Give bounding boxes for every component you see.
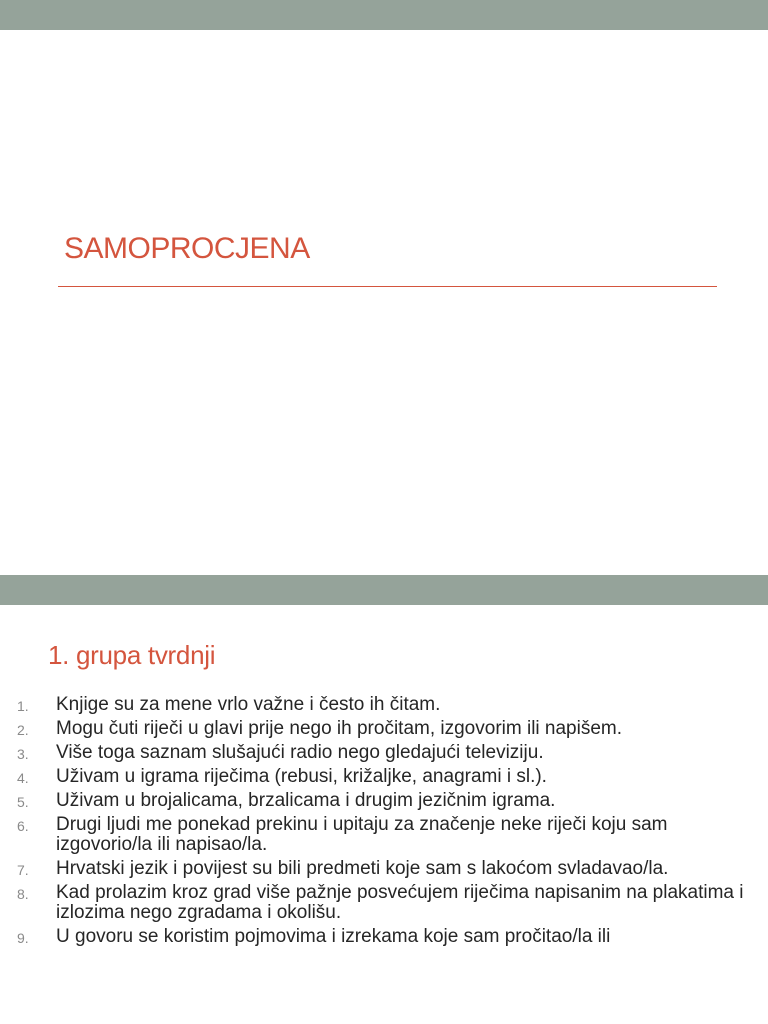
title-underline xyxy=(58,286,717,287)
item-number: 9. xyxy=(17,930,29,946)
item-text: Uživam u igrama riječima (rebusi, križaljke, anagrami i sl.). xyxy=(56,766,547,787)
slide-title: SAMOPROCJENA xyxy=(64,232,310,265)
slide-header-band xyxy=(0,0,768,30)
item-text: U govoru se koristim pojmovima i izrekama koje sam pročitao/la ili xyxy=(56,926,611,947)
slide-header-band-2 xyxy=(0,575,768,605)
item-number: 7. xyxy=(17,862,29,878)
list-item xyxy=(0,927,768,947)
item-number: 6. xyxy=(17,818,29,834)
item-text: Mogu čuti riječi u glavi prije nego ih pročitam, izgovorim ili napišem. xyxy=(56,718,623,739)
item-number: 4. xyxy=(17,770,29,786)
list-item xyxy=(0,719,768,739)
section-heading: 1. grupa tvrdnji xyxy=(48,640,216,670)
item-text: Drugi ljudi me ponekad prekinu i upitaju za značenje neke riječi koju sam izgovorio/la ili napisao/la. xyxy=(56,814,668,855)
item-number: 8. xyxy=(17,886,29,902)
list-item xyxy=(0,815,768,855)
item-text: Kad prolazim kroz grad više pažnje posvećujem riječima napisanim na plakatima i izlozima nego zgradama i okolišu. xyxy=(56,882,744,923)
item-number: 1. xyxy=(17,698,29,714)
item-number: 2. xyxy=(17,722,29,738)
item-number: 5. xyxy=(17,794,29,810)
item-number: 3. xyxy=(17,746,29,762)
item-text: Knjige su za mene vrlo važne i često ih čitam. xyxy=(56,694,441,715)
list-item xyxy=(0,767,768,787)
list-item xyxy=(0,743,768,763)
item-text: Hrvatski jezik i povijest su bili predmeti koje sam s lakoćom svladavao/la. xyxy=(56,858,669,879)
list-item xyxy=(0,695,768,715)
list-item xyxy=(0,883,768,923)
statement-list xyxy=(0,695,768,951)
list-item xyxy=(0,791,768,811)
list-item xyxy=(0,859,768,879)
item-text: Uživam u brojalicama, brzalicama i drugim jezičnim igrama. xyxy=(56,790,556,811)
item-text: Više toga saznam slušajući radio nego gledajući televiziju. xyxy=(56,742,544,763)
